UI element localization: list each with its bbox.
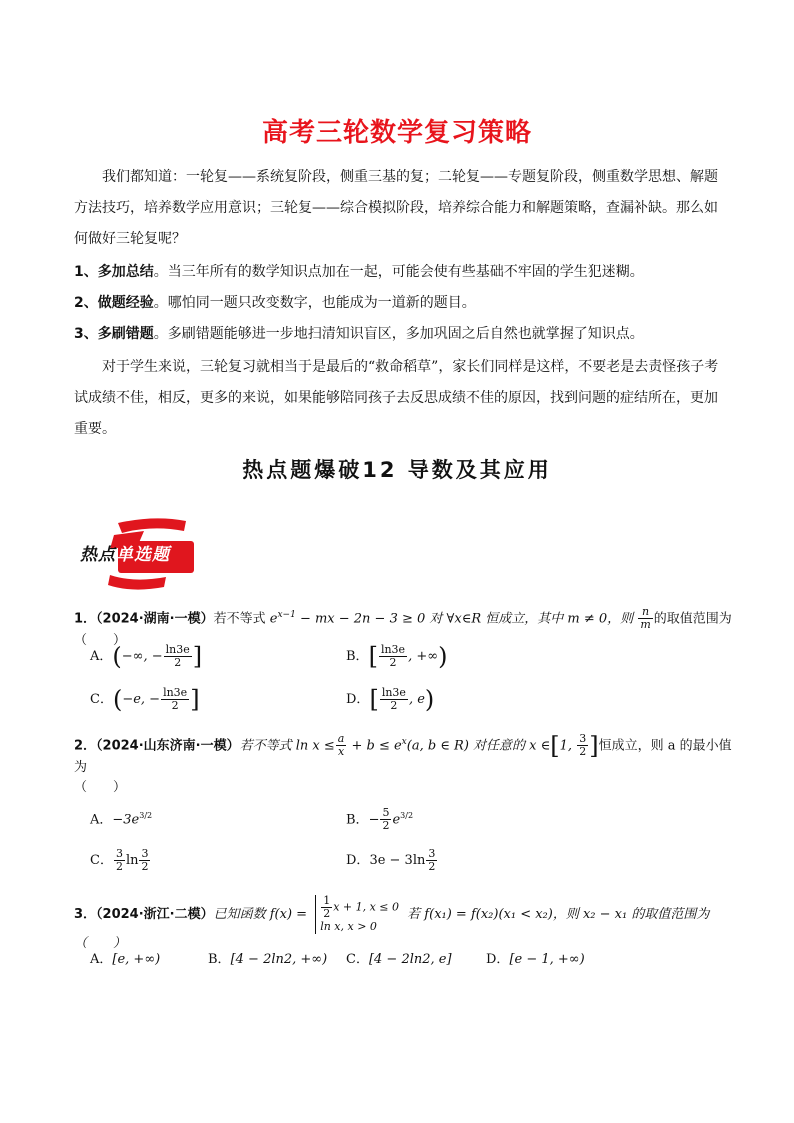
tip-1-body: 。当三年所有的数学知识点加在一起，可能会使有些基础不牢固的学生犯迷糊。	[153, 264, 644, 280]
question-2-option-b[interactable]: B．− $\frac{5}{2}$ $e^{3/2}$	[346, 806, 414, 833]
question-1-expr-rest: − mx − 2n − 3 ≥ 0 对 ∀x∈R 恒成立，其中 m ≠ 0，则	[295, 611, 634, 627]
question-1-text-b: 的取值范围为（ ）	[74, 611, 732, 649]
question-1-source: （2024·湖南·一模）	[96, 611, 214, 627]
question-2-option-d[interactable]: D．3e − 3ln $\frac{3}{2}$	[346, 847, 436, 873]
outro-paragraph: 对于学生来说，三轮复习就相当于是最后的“救命稻草”，家长们同样是这样，不要老是去责怪孩子考试成绩不佳，相反，更多的来说，如果能够陪同孩子去反思成绩不佳的原因，找到问题的症结所在，更加重要。	[74, 359, 719, 437]
question-2-option-a[interactable]: A．$-3e^{3/2}$	[90, 811, 153, 828]
question-1-expr-exponent: x−1	[277, 610, 296, 620]
question-1-option-b[interactable]: B．[ $\frac{\ln 3e}{2}$ , +∞)	[346, 642, 448, 671]
question-3-option-d[interactable]: D．[e − 1, +∞)	[486, 952, 585, 967]
tip-item-1	[74, 262, 734, 282]
question-3-number: 3．	[74, 907, 97, 922]
tip-3-body: 。多刷错题能够进一步地扫清知识盲区，多加巩固之后自然也就掌握了知识点。	[153, 326, 644, 342]
question-2-number: 2．	[74, 738, 97, 754]
section-subtitle: 热点题爆破12 导数及其应用	[242, 458, 552, 482]
question-3-option-b[interactable]: B．[4 − 2ln2, +∞)	[208, 952, 328, 967]
question-1-number: 1．	[74, 611, 97, 627]
question-1-option-c[interactable]: C．(−e, − $\frac{\ln 3e}{2}$ ]	[90, 685, 200, 714]
hot-topic-badge-label	[80, 540, 170, 565]
question-3-piecewise: $\frac{1}{2}$ x + 1, x ≤ 0 ln x, x > 0	[315, 895, 399, 934]
tip-2-head: 做题经验	[97, 295, 154, 311]
tip-3-number: 3、	[74, 326, 98, 342]
question-2-answer-paren: （ ）	[74, 780, 127, 796]
badge-label-part1: 热点	[80, 545, 116, 565]
question-2-fraction-ax: $\frac{a}{x}$	[337, 732, 345, 759]
question-2-option-c[interactable]: C． $\frac{3}{2}$ ln $\frac{3}{2}$	[90, 847, 149, 873]
tip-item-3	[74, 324, 734, 344]
question-2-source: （2024·山东济南·一模）	[96, 738, 240, 754]
question-1-fraction: $\frac{n}{m}$	[640, 605, 651, 632]
tip-3-head: 多刷错题	[97, 326, 154, 342]
question-3-option-c[interactable]: C．[4 − 2ln2, e]	[346, 952, 452, 967]
question-1-expr-base: e	[269, 611, 278, 627]
tip-2-number: 2、	[74, 295, 98, 311]
question-3-source: （2024·浙江·二模）	[96, 907, 214, 922]
tip-1-number: 1、	[74, 264, 98, 280]
badge-label-part2: 单选题	[116, 545, 170, 565]
question-1-option-d[interactable]: D．[ $\frac{\ln 3e}{2}$ , e)	[346, 685, 435, 714]
tip-item-2	[74, 293, 734, 313]
question-3: 3．（2024·浙江·二模）已知函数 f(x) = $\frac{1}{2}$ x + 1, x ≤ 0 ln x, x > 0 若 f(x₁) = f(x₂)(x₁ < x₂)，则 x₂ − x₁ 的取值范围为（ ）	[74, 894, 710, 951]
question-1-option-a[interactable]: A．(−∞, − $\frac{\ln 3e}{2}$ ]	[90, 642, 203, 671]
question-1-text-a: 若不等式	[213, 611, 266, 627]
question-2: 2．（2024·山东济南·一模）若不等式 ln x ≤ $\frac{a}{x}$ + $b \le e^x(a$, b ∈ R) 对任意的 x ∈[1, $\frac{3}{2}$ ]恒成立，则 a 的最小值为 （ ）	[74, 731, 732, 796]
tip-1-head: 多加总结	[97, 264, 154, 280]
question-3-option-a[interactable]: A．[e, +∞)	[90, 952, 161, 967]
page-title: 高考三轮数学复习策略	[261, 118, 532, 148]
question-2-fraction-interval: $\frac{3}{2}$	[579, 732, 587, 759]
tip-2-body: 。哪怕同一题只改变数字，也能成为一道新的题目。	[153, 295, 476, 311]
intro-paragraph: 我们都知道：一轮复——系统复阶段，侧重三基的复；二轮复——专题复阶段，侧重数学思想、解题方法技巧，培养数学应用意识；三轮复——综合模拟阶段，培养综合能力和解题策略，查漏补缺。那么如何做好三轮复呢？	[74, 169, 718, 247]
